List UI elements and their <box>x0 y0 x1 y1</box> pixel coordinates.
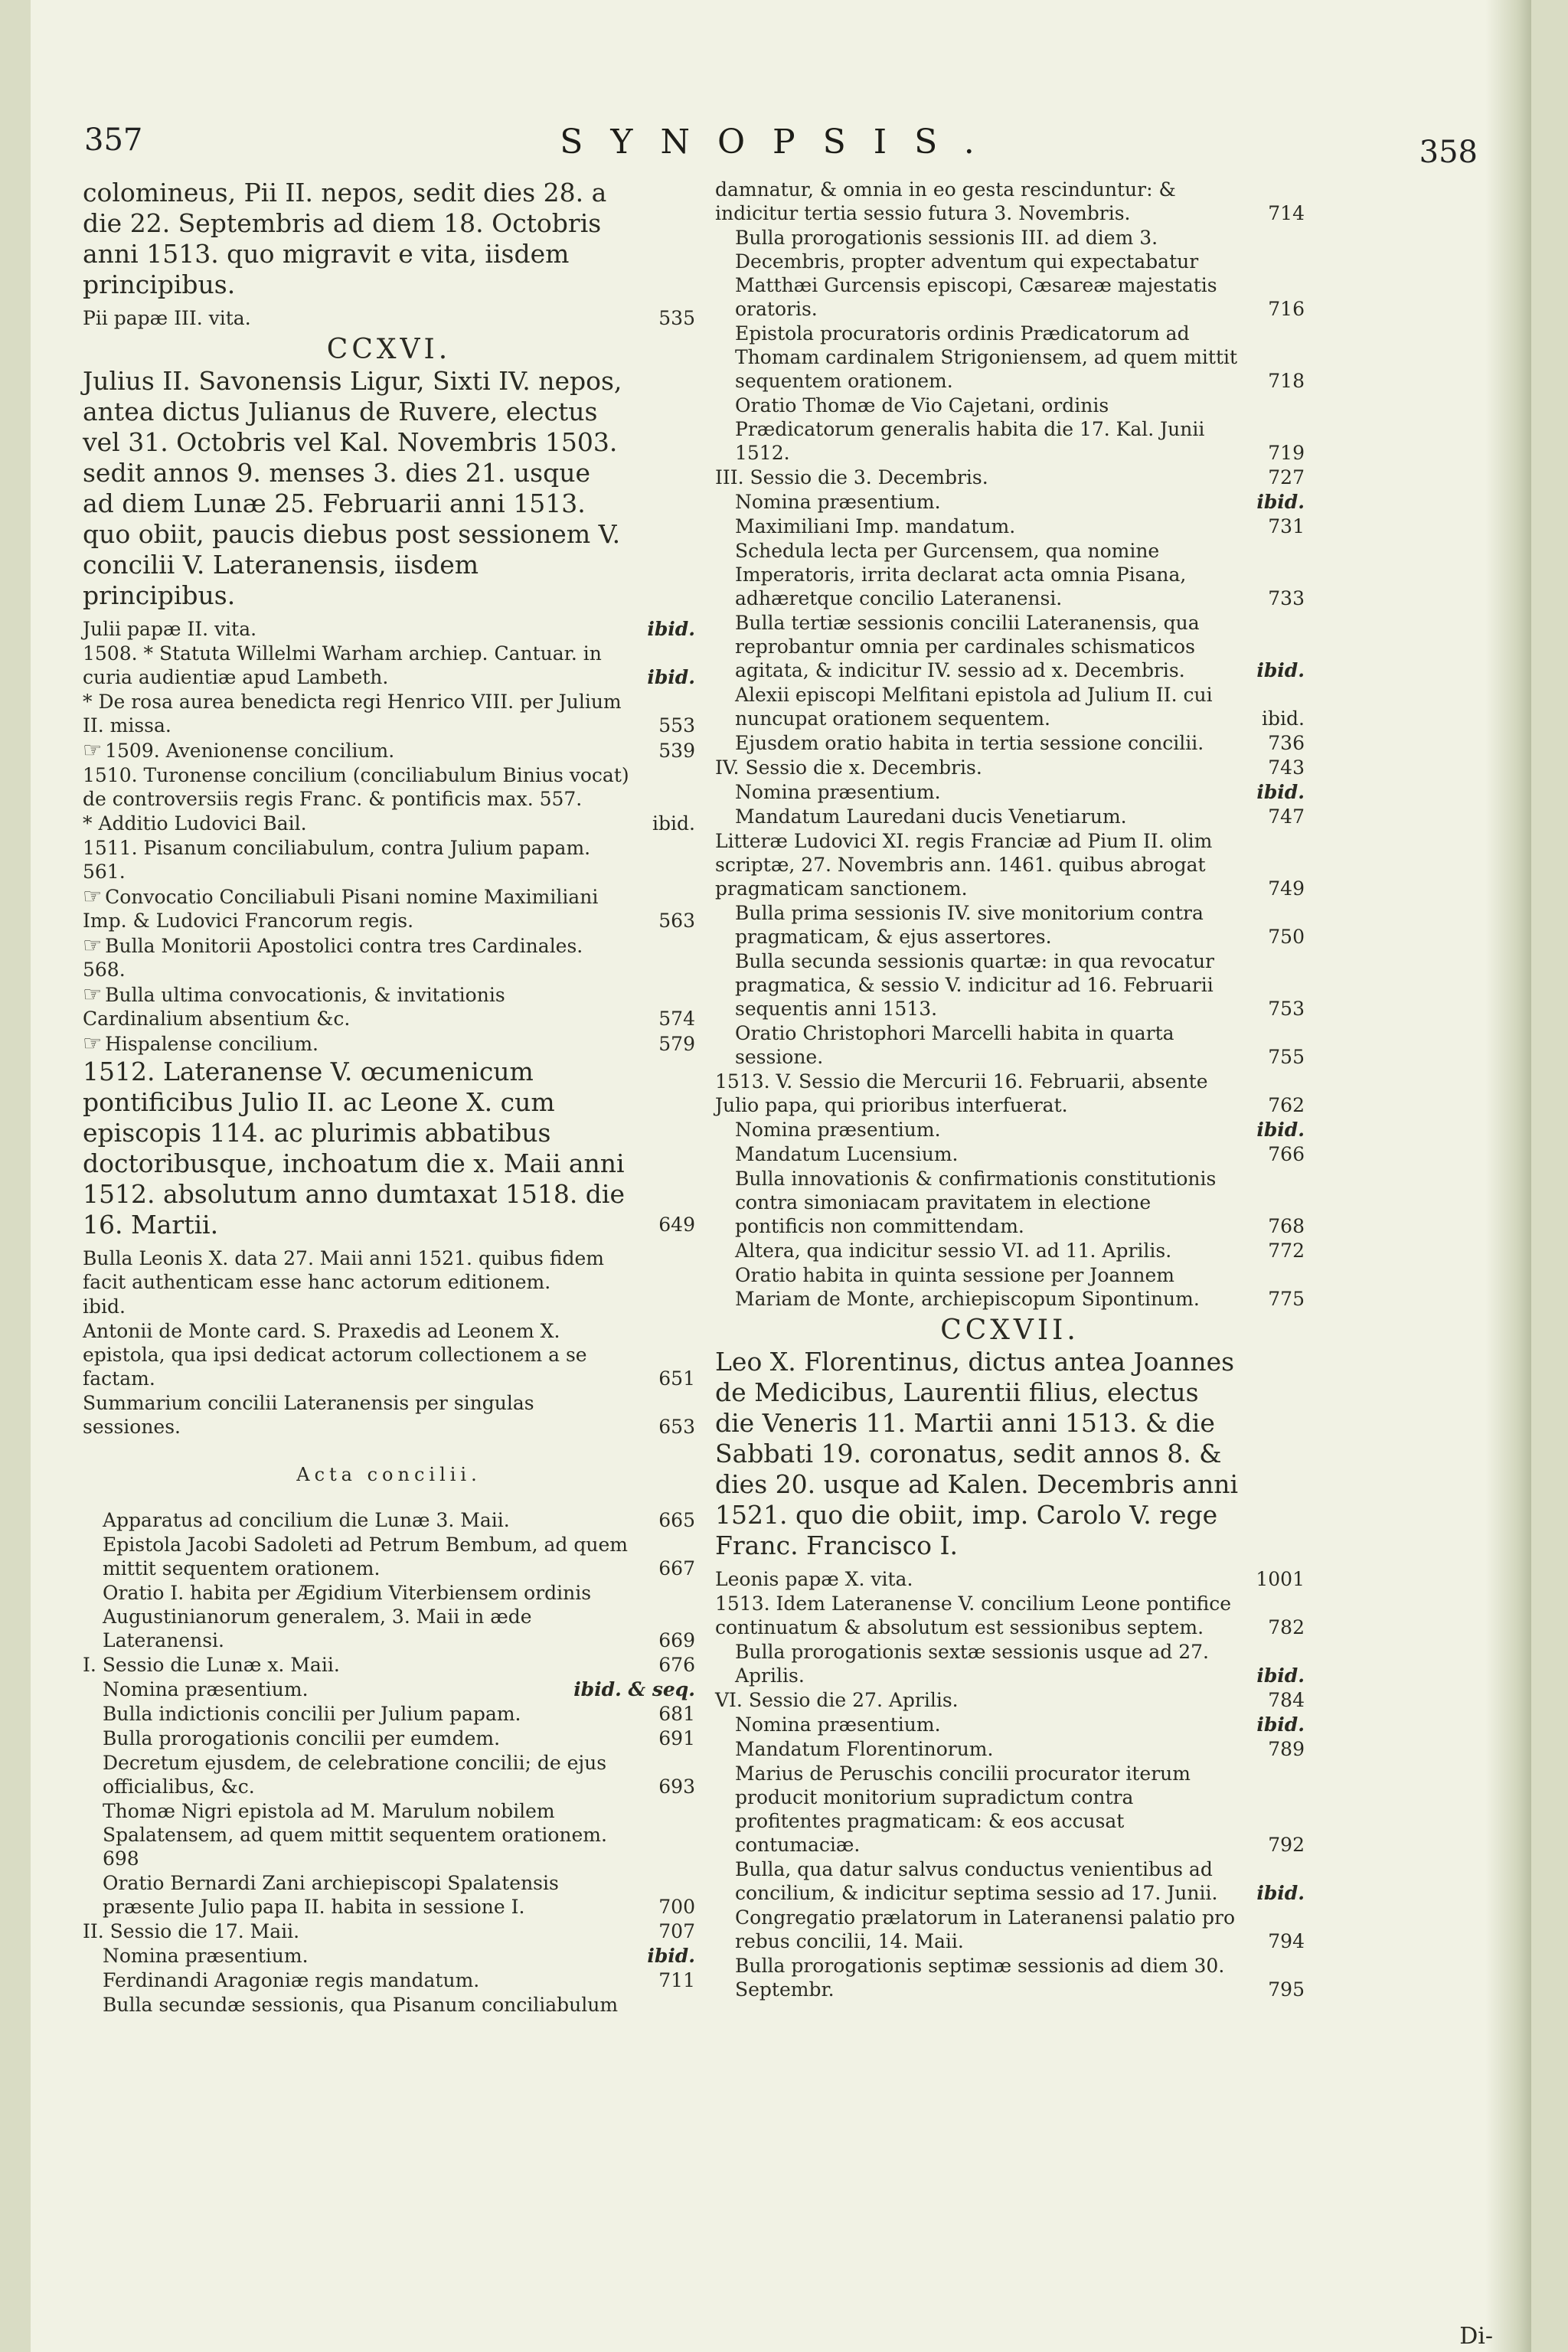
pope-summary <box>83 1057 695 1240</box>
entry-text: Marius de Peruschis concilii procurator iterum producit monitorium supradictum contra profitentes pragmaticam: & eos accusat contumaciæ. <box>735 1762 1191 1856</box>
entry-text: damnatur, & omnia in eo gesta rescinduntur: & indicitur tertia sessio futura 3. Novembris. <box>715 178 1176 224</box>
index-entry <box>83 690 695 737</box>
page-reference: ibid. <box>1262 707 1305 730</box>
index-entry <box>715 1762 1305 1857</box>
index-entry <box>83 1581 695 1652</box>
index-entry <box>83 306 695 330</box>
entry-text: Ferdinandi Aragoniæ regis mandatum. <box>103 1969 480 1991</box>
section-heading: CCXVII. <box>940 1315 1080 1346</box>
entry-text: Altera, qua indicitur sessio VI. ad 11. Aprilis. <box>735 1240 1172 1262</box>
entry-text: * De rosa aurea benedicta regi Henrico VIII. per Julium II. missa. <box>83 691 622 737</box>
left-column <box>83 178 695 2017</box>
page-reference: 665 <box>658 1509 695 1531</box>
page-reference: ibid. & seq. <box>573 1678 695 1700</box>
pointing-hand-icon: ☞ <box>83 884 103 909</box>
page-header <box>84 122 1478 176</box>
entry-text: Julii papæ II. vita. <box>83 618 257 640</box>
page-reference: 747 <box>1268 805 1305 828</box>
entry-text: Leo X. Florentinus, dictus antea Joannes de Medicibus, Laurentii filius, electus die Veneris 11. Martii anni 1513. & die Sabbati 19. coronatus, sedit annos 8. & dies 20. usque ad Kalen. Decembris anni 1521. quo die obiit, imp. Carolo V. rege Franc. Francisco I. <box>715 1347 1239 1560</box>
entry-text: Thomæ Nigri epistola ad M. Marulum nobilem Spalatensem, ad quem mittit sequentem orationem. 698 <box>103 1800 607 1870</box>
index-entry <box>715 611 1305 682</box>
index-entry <box>715 1070 1305 1117</box>
entry-text: Ejusdem oratio habita in tertia sessione concilii. <box>735 732 1204 754</box>
pointing-hand-icon: ☞ <box>83 933 103 958</box>
index-entry <box>715 466 1305 489</box>
index-entry <box>715 1567 1305 1591</box>
entry-text: Bulla Monitorii Apostolici contra tres Cardinales. 568. <box>83 935 583 981</box>
index-entry <box>83 1533 695 1580</box>
entry-text: Schedula lecta per Gurcensem, qua nomine Imperatoris, irrita declarat acta omnia Pisana, adhæretque concilio Lateranensi. <box>735 540 1187 609</box>
page-reference: 669 <box>658 1629 695 1651</box>
index-entry <box>715 1142 1305 1166</box>
entry-text: Leonis papæ X. vita. <box>715 1568 913 1590</box>
page-reference: 718 <box>1268 370 1305 392</box>
index-entry <box>83 1246 695 1294</box>
page-reference: ibid. <box>1256 1713 1305 1736</box>
pope-summary <box>715 1347 1305 1561</box>
entry-text: 1513. Idem Lateranense V. concilium Leone pontifice continuatum & absolutum est sessionibus septem. <box>715 1592 1232 1638</box>
entry-text: Bulla indictionis concilii per Julium papam. <box>103 1703 521 1725</box>
entry-text: Oratio Christophori Marcelli habita in quarta sessione. <box>735 1022 1174 1068</box>
index-entry <box>83 1726 695 1750</box>
index-entry <box>83 884 695 933</box>
catchword: Di- <box>1459 2323 1493 2350</box>
page-reference: ibid. <box>647 1945 695 1967</box>
index-entry <box>715 1167 1305 1238</box>
page-reference: 649 <box>658 1214 695 1236</box>
page-reference: 743 <box>1268 756 1305 779</box>
page-reference: ibid. <box>1256 781 1305 803</box>
page-reference: ibid. <box>1256 1119 1305 1141</box>
index-entry <box>715 1688 1305 1712</box>
page-reference: 539 <box>658 740 695 762</box>
page-reference: 782 <box>1268 1616 1305 1638</box>
page-reference: 707 <box>658 1920 695 1942</box>
index-entry <box>83 1508 695 1532</box>
index-entry <box>715 1906 1305 1953</box>
index-entry <box>715 1263 1305 1311</box>
entry-text: Maximiliani Imp. mandatum. <box>735 515 1016 537</box>
index-entry <box>83 763 695 811</box>
index-entry <box>83 1653 695 1677</box>
index-entry <box>83 617 695 641</box>
index-entry <box>715 1640 1305 1687</box>
page-reference: ibid. <box>1256 1882 1305 1904</box>
entry-text: Nomina præsentium. <box>735 781 941 803</box>
pointing-hand-icon: ☞ <box>83 1031 103 1056</box>
index-entry <box>715 1021 1305 1069</box>
index-entry <box>83 1993 695 2017</box>
index-entry <box>715 178 1305 225</box>
entry-text: Julius II. Savonensis Ligur, Sixti IV. nepos, antea dictus Julianus de Ruvere, electus vel 31. Octobris vel Kal. Novembris 1503. sedit annos 9. menses 3. dies 21. usque ad diem Lunæ 25. Februarii anni 1513. quo obiit, paucis diebus post sessionem V. concilii V. Lateranensis, iisdem principibus. <box>83 366 622 610</box>
page-reference: 731 <box>1268 515 1305 537</box>
page-reference: 574 <box>658 1008 695 1030</box>
index-entry <box>715 490 1305 514</box>
entry-text: Convocatio Conciliabuli Pisani nomine Maximiliani Imp. & Ludovici Francorum regis. <box>83 886 599 932</box>
pope-summary <box>83 366 695 611</box>
page-reference: ibid. <box>647 666 695 688</box>
page-reference: 736 <box>1268 732 1305 754</box>
entry-text: colomineus, Pii II. nepos, sedit dies 28. a die 22. Septembris ad diem 18. Octobris anni 1513. quo migravit e vita, iisdem principibus. <box>83 178 607 299</box>
entry-text: Mandatum Lucensium. <box>735 1143 959 1165</box>
entry-text: Bulla ultima convocationis, & invitationis Cardinalium absentium &c. <box>83 984 505 1030</box>
entry-text: III. Sessio die 3. Decembris. <box>715 466 988 488</box>
page-reference: 755 <box>1268 1046 1305 1068</box>
entry-text: Mandatum Lauredani ducis Venetiarum. <box>735 805 1127 828</box>
book-page <box>31 0 1531 2352</box>
entry-text: IV. Sessio die x. Decembris. <box>715 756 982 779</box>
index-entry <box>715 1954 1305 2001</box>
index-entry <box>83 642 695 689</box>
page-reference: 579 <box>658 1033 695 1055</box>
index-entry <box>715 1592 1305 1639</box>
entry-text: Litteræ Ludovici XI. regis Franciæ ad Pium II. olim scriptæ, 27. Novembris ann. 1461. quibus abrogat pragmaticam sanctionem. <box>715 830 1213 900</box>
page-reference: 762 <box>1268 1094 1305 1116</box>
index-entry <box>715 322 1305 393</box>
section-subheading: Acta concilii. <box>296 1464 482 1485</box>
index-entry <box>715 829 1305 900</box>
entry-text: Nomina præsentium. <box>103 1678 309 1700</box>
pointing-hand-icon: ☞ <box>83 982 103 1007</box>
page-reference: 794 <box>1268 1930 1305 1952</box>
entry-text: Hispalense concilium. <box>105 1033 319 1055</box>
page-reference: 719 <box>1268 442 1305 464</box>
entry-text: Bulla secunda sessionis quartæ: in qua revocatur pragmatica, & sessio V. indicitur ad 16. Februarii sequentis anni 1513. <box>735 950 1215 1020</box>
page-reference: 753 <box>1268 998 1305 1020</box>
page-reference: 775 <box>1268 1288 1305 1310</box>
page-reference: 792 <box>1268 1834 1305 1856</box>
entry-text: Mandatum Florentinorum. <box>735 1738 994 1760</box>
index-entry <box>715 539 1305 610</box>
entry-text: Antonii de Monte card. S. Praxedis ad Leonem X. epistola, qua ipsi dedicat actorum collectionem a se factam. <box>83 1320 587 1390</box>
page-reference: 553 <box>658 714 695 737</box>
entry-text: ibid. <box>83 1295 126 1318</box>
index-entry <box>83 1799 695 1870</box>
index-entry <box>83 1295 695 1318</box>
index-entry <box>83 1968 695 1992</box>
page-reference: 784 <box>1268 1689 1305 1711</box>
entry-text: Congregatio prælatorum in Lateranensi palatio pro rebus concilii, 14. Maii. <box>735 1906 1236 1952</box>
index-entry <box>83 812 695 835</box>
entry-text: Nomina præsentium. <box>103 1945 309 1967</box>
page-reference: 733 <box>1268 587 1305 609</box>
entry-text: Epistola Jacobi Sadoleti ad Petrum Bembum, ad quem mittit sequentem orationem. <box>103 1534 628 1579</box>
index-entry <box>83 738 695 763</box>
index-entry <box>715 949 1305 1021</box>
page-reference: ibid. <box>1256 491 1305 513</box>
index-entry <box>83 1871 695 1919</box>
index-entry <box>715 683 1305 730</box>
pope-summary <box>83 178 695 300</box>
entry-text: 1508. * Statuta Willelmi Warham archiep. Cantuar. in curia audientiæ apud Lambeth. <box>83 642 602 688</box>
index-entry <box>715 805 1305 828</box>
entry-text: Bulla tertiæ sessionis concilii Lateranensis, qua reprobantur omnia per cardinales schismaticos agitata, & indicitur IV. sessio ad x. Decembris. <box>735 612 1200 681</box>
entry-text: Bulla prorogationis sessionis III. ad diem 3. Decembris, propter adventum qui expectabatur Matthæi Gurcensis episcopi, Cæsareæ majestatis oratoris. <box>735 227 1217 320</box>
page-reference: 714 <box>1268 202 1305 224</box>
pointing-hand-icon: ☞ <box>83 737 103 763</box>
entry-text: Pii papæ III. vita. <box>83 307 251 329</box>
page-reference: 676 <box>658 1654 695 1676</box>
entry-text: Bulla Leonis X. data 27. Maii anni 1521. quibus fidem facit authenticam esse hanc actorum editionem. <box>83 1247 605 1293</box>
index-entry <box>715 1737 1305 1761</box>
page-reference: 749 <box>1268 877 1305 900</box>
index-entry <box>715 731 1305 755</box>
entry-text: Bulla innovationis & confirmationis constitutionis contra simoniacam pravitatem in electione pontificis non committendam. <box>735 1168 1217 1237</box>
index-entry <box>83 1319 695 1390</box>
index-entry <box>715 1239 1305 1263</box>
index-entry <box>715 1857 1305 1905</box>
page-reference: ibid. <box>1256 659 1305 681</box>
running-title: SYNOPSIS. <box>560 122 1002 162</box>
page-reference: 563 <box>658 910 695 932</box>
entry-text: Bulla prorogationis sextæ sessionis usque ad 27. Aprilis. <box>735 1641 1210 1687</box>
page-reference: 681 <box>658 1703 695 1725</box>
page-reference: 711 <box>658 1969 695 1991</box>
entry-text: Summarium concilii Lateranensis per singulas sessiones. <box>83 1392 534 1438</box>
index-entry <box>715 780 1305 804</box>
index-entry <box>715 394 1305 465</box>
entry-text: Apparatus ad concilium die Lunæ 3. Maii. <box>103 1509 510 1531</box>
entry-text: 1510. Turonense concilium (conciliabulum Binius vocat) de controversiis regis Franc. & pontificis max. 557. <box>83 764 629 810</box>
entry-text: Oratio Bernardi Zani archiepiscopi Spalatensis præsente Julio papa II. habita in sessione I. <box>103 1872 559 1918</box>
page-number-right: 358 <box>1419 135 1478 170</box>
page-reference: ibid. <box>647 618 695 640</box>
entry-text: 1509. Avenionense concilium. <box>105 740 395 762</box>
page-reference: 750 <box>1268 926 1305 948</box>
entry-text: 1511. Pisanum conciliabulum, contra Julium papam. 561. <box>83 837 591 883</box>
entry-text: Bulla secundæ sessionis, qua Pisanum conciliabulum <box>103 1994 619 2016</box>
index-entry <box>83 836 695 884</box>
page-reference: 535 <box>658 307 695 329</box>
entry-text: Nomina præsentium. <box>735 1119 941 1141</box>
page-reference: 772 <box>1268 1240 1305 1262</box>
page-reference: 795 <box>1268 1978 1305 2001</box>
index-entry <box>715 901 1305 949</box>
index-entry <box>83 982 695 1031</box>
entry-text: Bulla prorogationis concilii per eumdem. <box>103 1727 501 1749</box>
entry-text: * Additio Ludovici Bail. <box>83 812 307 835</box>
index-entry <box>83 933 695 982</box>
page-reference: 667 <box>658 1557 695 1579</box>
entry-text: Alexii episcopi Melfitani epistola ad Julium II. cui nuncupat orationem sequentem. <box>735 684 1213 730</box>
entry-text: 1512. Lateranense V. œcumenicum pontificibus Julio II. ac Leone X. cum episcopis 114. ac plurimis abbatibus doctoribusque, inchoatum die x. Maii anni 1512. absolutum anno dumtaxat 1518. die 16. Martii. <box>83 1057 626 1240</box>
entry-text: VI. Sessio die 27. Aprilis. <box>715 1689 959 1711</box>
entry-text: Bulla prorogationis septimæ sessionis ad diem 30. Septembr. <box>735 1955 1225 2001</box>
page-reference: 651 <box>658 1367 695 1390</box>
entry-text: Oratio I. habita per Ægidium Viterbiensem ordinis Augustinianorum generalem, 3. Maii in æde Lateranensi. <box>103 1582 592 1651</box>
page-reference: ibid. <box>652 812 695 835</box>
entry-text: I. Sessio die Lunæ x. Maii. <box>83 1654 340 1676</box>
index-entry <box>83 1391 695 1439</box>
index-entry <box>715 756 1305 779</box>
entry-text: Epistola procuratoris ordinis Prædicatorum ad Thomam cardinalem Strigoniensem, ad quem mittit sequentem orationem. <box>735 322 1238 392</box>
page-reference: 693 <box>658 1775 695 1798</box>
section-heading: CCXVI. <box>326 334 452 365</box>
entry-text: Nomina præsentium. <box>735 1713 941 1736</box>
index-entry <box>83 1031 695 1056</box>
index-entry <box>715 1713 1305 1736</box>
index-entry <box>83 1751 695 1798</box>
index-entry <box>715 1118 1305 1142</box>
right-column <box>715 178 1305 2002</box>
index-entry <box>715 514 1305 538</box>
entry-text: Bulla prima sessionis IV. sive monitorium contra pragmaticam, & ejus assertores. <box>735 902 1204 948</box>
entry-text: Nomina præsentium. <box>735 491 941 513</box>
page-reference: 768 <box>1268 1215 1305 1237</box>
entry-text: II. Sessio die 17. Maii. <box>83 1920 300 1942</box>
page-reference: 653 <box>658 1416 695 1438</box>
index-entry <box>83 1919 695 1943</box>
page-reference: 716 <box>1268 298 1305 320</box>
index-entry <box>83 1944 695 1968</box>
page-edge-shadow <box>1485 0 1531 2352</box>
page-reference: 727 <box>1268 466 1305 488</box>
page-reference: 691 <box>658 1727 695 1749</box>
entry-text: Bulla, qua datur salvus conductus venientibus ad concilium, & indicitur septima sessio ad 17. Junii. <box>735 1858 1218 1904</box>
page-reference: 700 <box>658 1896 695 1918</box>
page-reference: 1001 <box>1256 1568 1305 1590</box>
page-reference: ibid. <box>1256 1664 1305 1687</box>
index-entry <box>715 226 1305 321</box>
entry-text: Oratio habita in quinta sessione per Joannem Mariam de Monte, archiepiscopum Sipontinum. <box>735 1264 1200 1310</box>
page-reference: 766 <box>1268 1143 1305 1165</box>
index-entry <box>83 1702 695 1726</box>
page-number-left: 357 <box>84 122 143 158</box>
entry-text: Oratio Thomæ de Vio Cajetani, ordinis Prædicatorum generalis habita die 17. Kal. Junii 1512. <box>735 394 1205 464</box>
index-entry <box>83 1677 695 1701</box>
entry-text: Decretum ejusdem, de celebratione concilii; de ejus officialibus, &c. <box>103 1752 607 1798</box>
entry-text: 1513. V. Sessio die Mercurii 16. Februarii, absente Julio papa, qui prioribus interfuerat. <box>715 1070 1208 1116</box>
page-reference: 789 <box>1268 1738 1305 1760</box>
